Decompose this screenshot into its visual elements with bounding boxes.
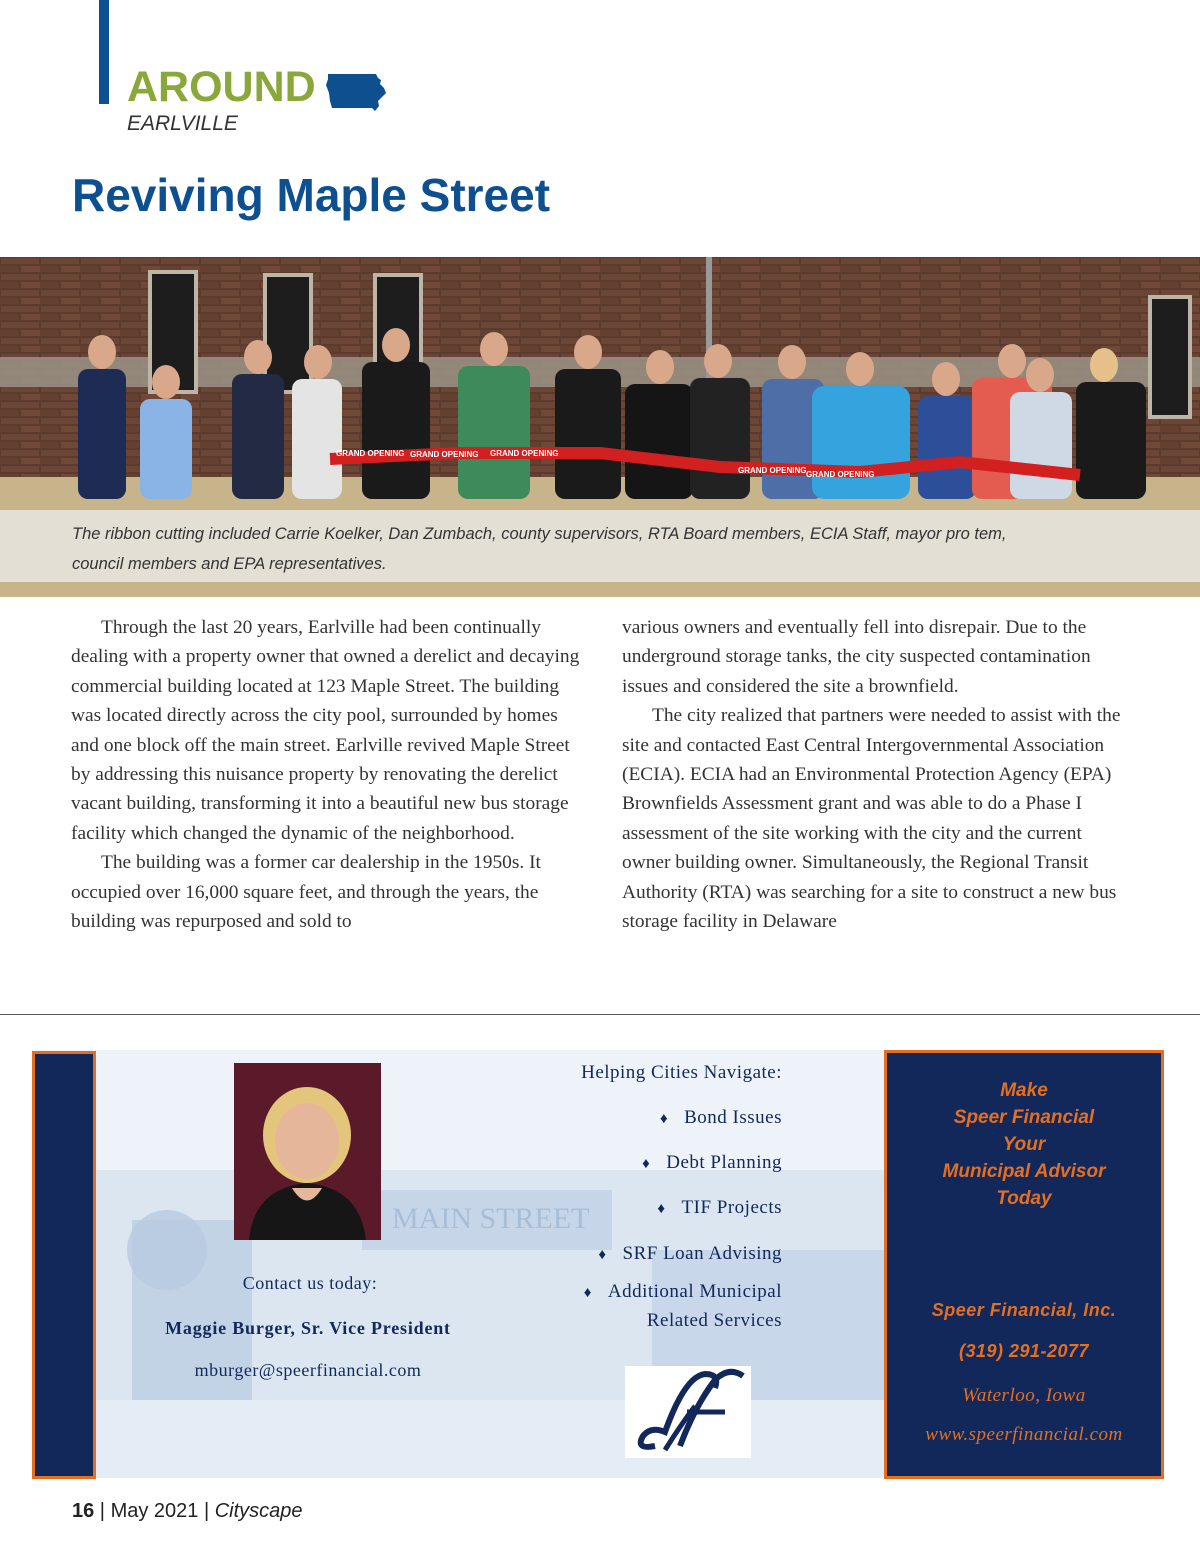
- photo-caption-line: council members and EPA representatives.: [72, 555, 387, 573]
- photo-caption-line: The ribbon cutting included Carrie Koelker, Dan Zumbach, county supervisors, RTA Board members, ECIA Staff, mayor pro tem,: [72, 525, 1007, 543]
- contact-email-link[interactable]: mburger@speerfinancial.com: [194, 1360, 422, 1380]
- article-headline: Reviving Maple Street: [72, 169, 551, 221]
- diamond-bullet-icon: ♦: [659, 1111, 669, 1127]
- main-street-sign-text: MAIN STREET: [392, 1202, 590, 1235]
- page-number: 16: [72, 1500, 95, 1522]
- service-label: Bond Issues: [684, 1107, 782, 1128]
- ribbon-banner-text: GRAND OPENING: [336, 449, 405, 458]
- diamond-bullet-icon: ♦: [583, 1285, 592, 1301]
- publication-name: Cityscape: [214, 1500, 303, 1522]
- ribbon-banner-text: GRAND OPENING: [410, 450, 479, 459]
- service-item: [382, 1149, 782, 1178]
- contact-label: Contact us today:: [242, 1273, 378, 1293]
- firm-phone: (319) 291-2077: [958, 1341, 1090, 1361]
- contact-portrait: [234, 1063, 381, 1240]
- article-paragraph: Through the last 20 years, Earlville had been continually dealing with a property owner that owned a derelict and decaying commercial building located at 123 Maple Street. The building was located directly across the city pool, surrounded by homes and one block off the main street. Earlville revived Maple Street by addressing this nuisance property by renovating the derelict vacant building, transforming it into a beautiful new bus storage facility which changed the dynamic of the neighborhood.: [71, 617, 580, 844]
- article-paragraph: various owners and eventually fell into disrepair. Due to the underground storage tanks, the city suspected contamination issues and considered the site a brownfield.: [622, 617, 1091, 697]
- ad-tagline-line: Speer Financial: [953, 1107, 1095, 1128]
- issue-date: May 2021: [110, 1500, 199, 1522]
- section-divider: [0, 1014, 1200, 1015]
- ribbon-banner-text: GRAND OPENING: [738, 466, 807, 475]
- service-item: [382, 1194, 782, 1223]
- article-column-right: [622, 613, 1132, 936]
- ribbon-banner-text: GRAND OPENING: [490, 449, 559, 458]
- article-paragraph: The building was a former car dealership in the 1950s. It occupied over 16,000 square feet, and through the years, the building was repurposed and sold to: [71, 852, 541, 933]
- page-footer: 16 | May 2021 | Cityscape: [72, 1500, 303, 1522]
- photo-caption: [72, 519, 1142, 579]
- ribbon-banner-text: GRAND OPENING: [806, 470, 875, 479]
- ad-tagline: [887, 1077, 1161, 1212]
- article-paragraph: The city realized that partners were needed to assist with the site and contacted East Central Intergovernmental Association (ECIA). ECIA had an Environmental Protection Agency (EPA) Brownfields Assessment grant and was able to do a Phase I assessment of the site working with the city and the current owner building owner. Simultaneously, the Regional Transit Authority (RTA) was searching for a site to construct a new bus storage facility in Delaware: [622, 705, 1121, 933]
- service-item: [382, 1278, 782, 1334]
- ad-tagline-line: Municipal Advisor: [942, 1161, 1106, 1182]
- section-accent-bar: [99, 0, 109, 104]
- iowa-state-icon: [326, 71, 388, 113]
- section-title: AROUND: [127, 63, 316, 111]
- sf-monogram-logo: [625, 1366, 751, 1458]
- service-label-continuation: Related Services: [646, 1310, 782, 1331]
- service-label: Debt Planning: [666, 1152, 782, 1173]
- service-label: TIF Projects: [681, 1197, 782, 1218]
- diamond-bullet-icon: ♦: [598, 1247, 607, 1263]
- firm-website-link[interactable]: www.speerfinancial.com: [925, 1424, 1123, 1445]
- contact-name: Maggie Burger, Sr. Vice President: [165, 1318, 451, 1338]
- article-column-left: [71, 613, 581, 936]
- diamond-bullet-icon: ♦: [642, 1156, 651, 1172]
- section-subtitle: EARLVILLE: [127, 112, 238, 135]
- services-heading: Helping Cities Navigate:: [581, 1062, 782, 1083]
- firm-name: Speer Financial, Inc.: [931, 1300, 1117, 1320]
- ad-tagline-line: Make: [1000, 1080, 1048, 1101]
- service-label: SRF Loan Advising: [622, 1243, 782, 1264]
- ad-left-panel: [32, 1051, 96, 1479]
- ad-tagline-line: Today: [996, 1188, 1052, 1209]
- service-label: Additional Municipal: [607, 1281, 782, 1302]
- ad-tagline-line: Your: [1002, 1134, 1046, 1155]
- diamond-bullet-icon: ♦: [657, 1201, 666, 1217]
- service-item: [382, 1104, 782, 1133]
- service-item: [382, 1240, 782, 1269]
- firm-location: Waterloo, Iowa: [962, 1385, 1086, 1406]
